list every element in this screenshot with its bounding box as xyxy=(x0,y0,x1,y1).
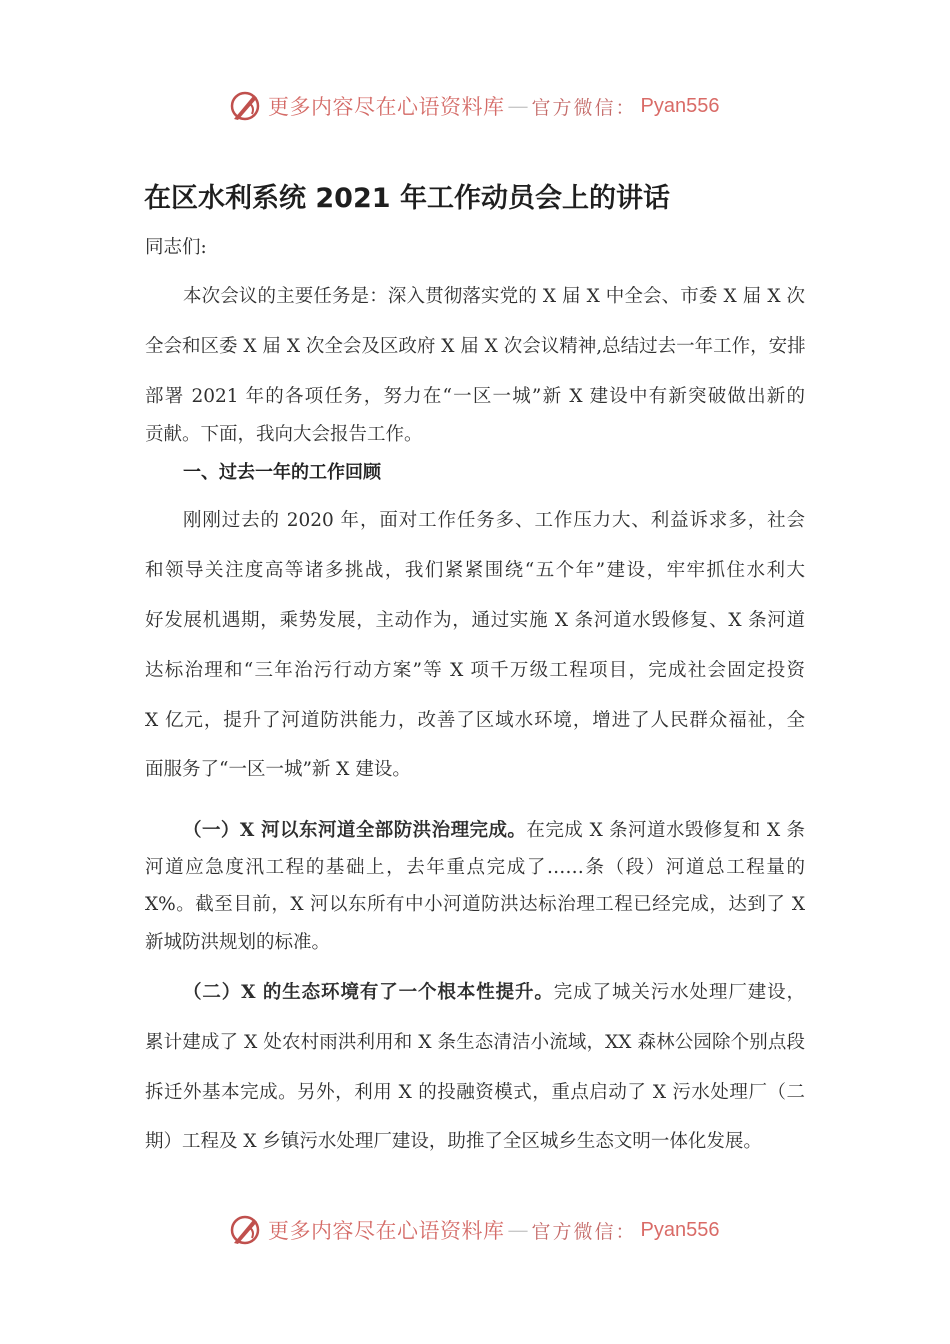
watermark-banner-bottom xyxy=(228,1210,748,1250)
brand-text: 更多内容尽在心语资料库 xyxy=(268,95,505,119)
paragraph-line: X%。截至目前，X 河以东所有中小河道防洪达标治理工程已经完成，达到了 X xyxy=(145,894,805,915)
paragraph-line: 达标治理和“三年治污行动方案”等 X 项千万级工程项目，完成社会固定投资 xyxy=(145,660,805,681)
brand-text: 更多内容尽在心语资料库 xyxy=(268,1219,505,1243)
wechat-id: Pyan556 xyxy=(640,1218,720,1241)
watermark-banner-top xyxy=(228,86,748,126)
paragraph-line: 好发展机遇期，乘势发展，主动作为，通过实施 X 条河道水毁修复、X 条河道 xyxy=(145,610,805,631)
quill-logo-icon xyxy=(228,1213,262,1247)
paragraph-line: 新城防洪规划的标准。 xyxy=(145,932,331,953)
paragraph-line: 部署 2021 年的各项任务，努力在“一区一城”新 X 建设中有新突破做出新的 xyxy=(145,386,805,407)
salutation: 同志们: xyxy=(145,237,207,258)
banner-dash: — xyxy=(507,1218,529,1242)
paragraph-line: 累计建成了 X 处农村雨洪利用和 X 条生态清洁小流域，XX 森林公园除个别点段 xyxy=(145,1032,805,1053)
subheading-lead: （一）X 河以东河道全部防洪治理完成。 xyxy=(183,820,527,841)
paragraph-line: 全会和区委 X 届 X 次全会及区政府 X 届 X 次会议精神,总结过去一年工作，安排 xyxy=(145,336,806,357)
paragraph-line: 拆迁外基本完成。另外，利用 X 的投融资模式，重点启动了 X 污水处理厂（二 xyxy=(145,1082,805,1103)
wechat-label: 官方微信： xyxy=(531,1220,637,1243)
paragraph-text: 在完成 X 条河道水毁修复和 X 条 xyxy=(526,820,805,841)
paragraph-text: 完成了城关污水处理厂建设， xyxy=(553,982,806,1003)
paragraph-line: 刚刚过去的 2020 年，面对工作任务多、工作压力大、利益诉求多，社会 xyxy=(183,510,805,531)
paragraph-line: 面服务了“一区一城”新 X 建设。 xyxy=(145,759,411,780)
wechat-id: Pyan556 xyxy=(640,94,720,117)
document-title: 在区水利系统 2021 年工作动员会上的讲话 xyxy=(144,183,670,214)
quill-logo-icon xyxy=(228,89,262,123)
paragraph-line: 和领导关注度高等诸多挑战，我们紧紧围绕“五个年”建设，牢牢抓住水利大 xyxy=(145,560,805,581)
banner-dash: — xyxy=(507,94,529,118)
wechat-label: 官方微信： xyxy=(531,96,637,119)
subheading-lead: （二）X 的生态环境有了一个根本性提升。 xyxy=(183,982,554,1003)
paragraph-line xyxy=(183,816,805,842)
section-heading: 一、过去一年的工作回顾 xyxy=(183,462,381,483)
paragraph-line: 期）工程及 X 乡镇污水处理厂建设，助推了全区城乡生态文明一体化发展。 xyxy=(145,1131,762,1152)
paragraph-line: 贡献。下面，我向大会报告工作。 xyxy=(145,424,423,445)
paragraph-line: 河道应急度汛工程的基础上，去年重点完成了……条（段）河道总工程量的 xyxy=(145,857,805,878)
paragraph-line: 本次会议的主要任务是：深入贯彻落实党的 X 届 X 中全会、市委 X 届 X 次 xyxy=(183,286,805,307)
paragraph-line: X 亿元，提升了河道防洪能力，改善了区域水环境，增进了人民群众福祉，全 xyxy=(145,710,805,731)
paragraph-line xyxy=(183,978,805,1004)
